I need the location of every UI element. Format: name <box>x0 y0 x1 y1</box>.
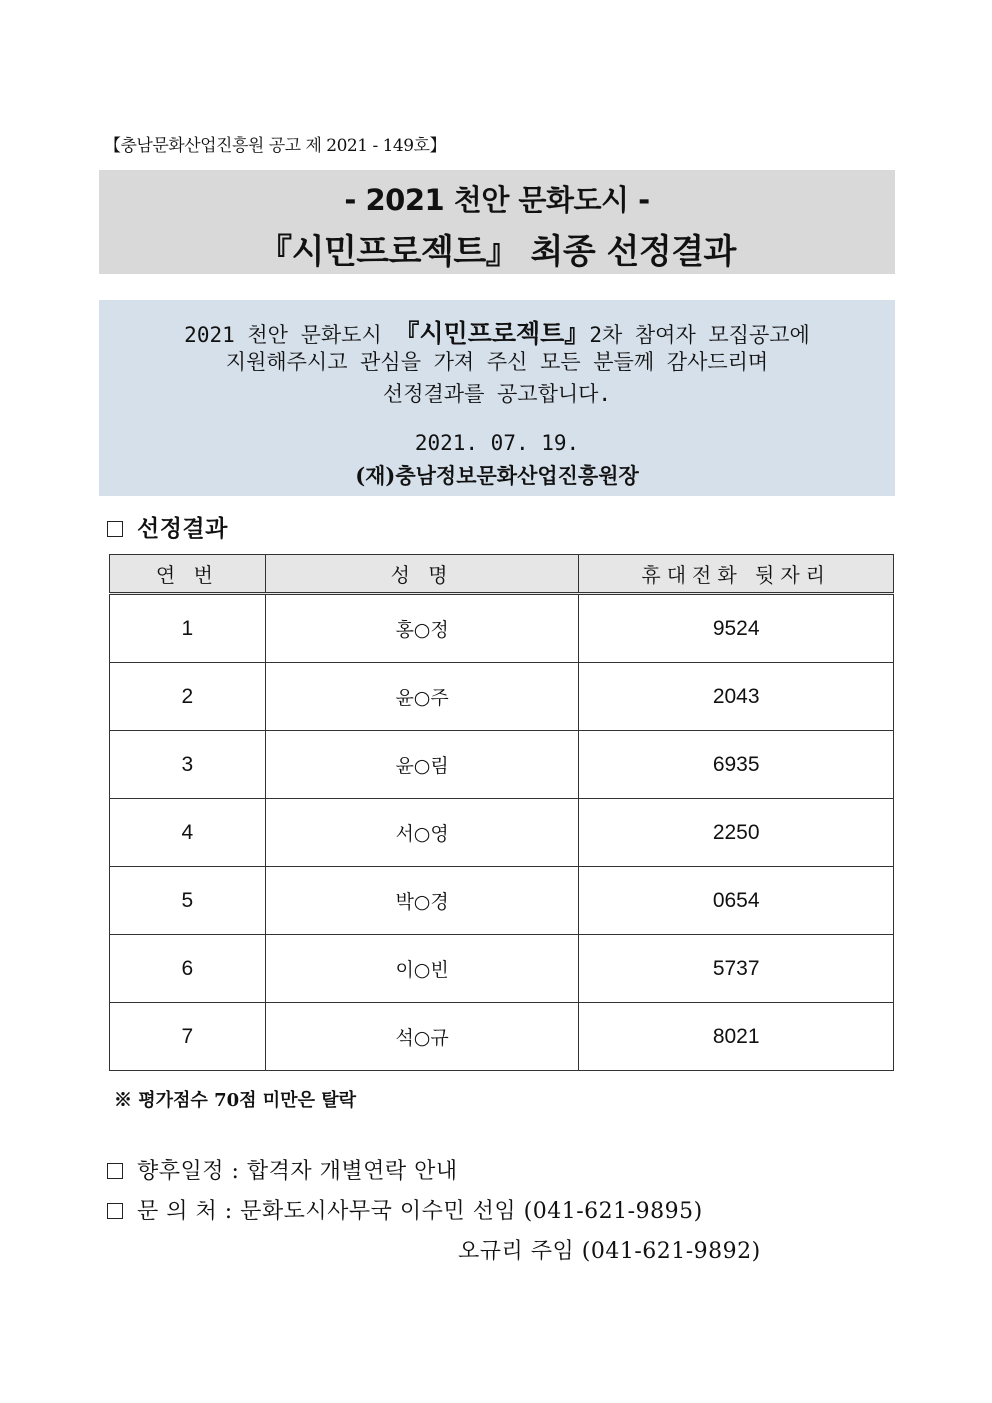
intro-line-1-emphasis: 『시민프로젝트』 <box>394 319 590 348</box>
row-name: 이○빈 <box>265 935 579 1003</box>
intro-line-2: 지원해주시고 관심을 가져 주신 모든 분들께 감사드리며 <box>225 350 769 374</box>
table-row <box>110 935 894 1003</box>
row-phone: 2250 <box>579 799 894 867</box>
row-name: 석○규 <box>265 1003 579 1071</box>
table-row <box>110 799 894 867</box>
page-title: 『시민프로젝트』 최종 선정결과 <box>258 232 736 272</box>
row-name: 박○경 <box>265 867 579 935</box>
row-number: 4 <box>110 799 266 867</box>
row-number: 7 <box>110 1003 266 1071</box>
contact-section <box>107 1194 703 1225</box>
section-result-heading <box>107 510 228 543</box>
intro-organization: (재)충남정보문화산업진흥원장 <box>355 463 639 488</box>
section-result-label: 선정결과 <box>137 515 228 542</box>
row-phone: 6935 <box>579 731 894 799</box>
row-number: 3 <box>110 731 266 799</box>
table-row <box>110 867 894 935</box>
row-phone: 5737 <box>579 935 894 1003</box>
intro-line-3: 선정결과를 공고합니다. <box>382 382 612 406</box>
schedule-text: 향후일정 : 합격자 개별연락 안내 <box>137 1159 458 1184</box>
row-number: 2 <box>110 663 266 731</box>
table-row <box>110 594 894 663</box>
table-row <box>110 731 894 799</box>
notice-number: 【충남문화산업진흥원 공고 제 2021 - 149호】 <box>104 136 446 156</box>
row-phone: 0654 <box>579 867 894 935</box>
title-box <box>99 170 895 274</box>
row-phone: 2043 <box>579 663 894 731</box>
row-number: 5 <box>110 867 266 935</box>
intro-line-1 <box>99 314 895 350</box>
table-row <box>110 1003 894 1071</box>
row-number: 1 <box>110 594 266 663</box>
intro-line-1-prefix: 2021 천안 문화도시 <box>184 323 382 347</box>
row-phone: 9524 <box>579 594 894 663</box>
table-row <box>110 663 894 731</box>
header-phone: 휴대전화 뒷자리 <box>579 555 894 594</box>
intro-box <box>99 300 895 496</box>
contact-text-2: 오규리 주임 (041-621-9892) <box>458 1239 761 1264</box>
row-name: 서○영 <box>265 799 579 867</box>
header-name: 성 명 <box>265 555 579 594</box>
evaluation-note: ※ 평가점수 70점 미만은 탈락 <box>114 1090 356 1111</box>
header-number: 연 번 <box>110 555 266 594</box>
checkbox-icon <box>107 521 123 537</box>
row-name: 윤○림 <box>265 731 579 799</box>
row-number: 6 <box>110 935 266 1003</box>
row-name: 윤○주 <box>265 663 579 731</box>
result-table <box>109 554 894 1071</box>
title-line-1: - 2021 천안 문화도시 - <box>344 183 650 217</box>
table-header-row <box>110 555 894 594</box>
row-name: 홍○정 <box>265 594 579 663</box>
intro-line-1-suffix: 2차 참여자 모집공고에 <box>589 323 810 347</box>
row-phone: 8021 <box>579 1003 894 1071</box>
contact-text: 문 의 처 : 문화도시사무국 이수민 선임 (041-621-9895) <box>137 1199 703 1224</box>
schedule-section <box>107 1154 458 1185</box>
checkbox-icon <box>107 1163 123 1179</box>
checkbox-icon <box>107 1203 123 1219</box>
intro-date: 2021. 07. 19. <box>414 431 580 455</box>
